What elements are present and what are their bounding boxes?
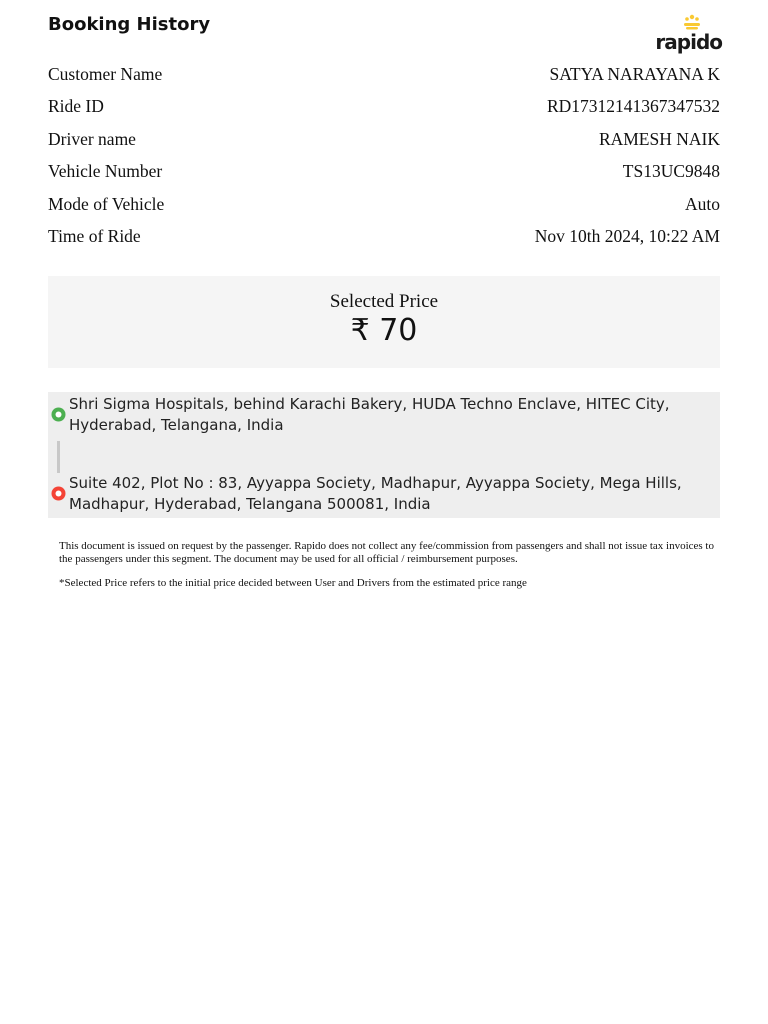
pickup-stop [48, 394, 720, 435]
pickup-address: Shri Sigma Hospitals, behind Karachi Bakery, HUDA Techno Enclave, HITEC City, Hyderabad, Telangana, India [69, 395, 670, 434]
detail-row-vehicle-number [48, 156, 720, 189]
drop-stop [48, 473, 720, 514]
booking-document [48, 0, 720, 602]
detail-value: Nov 10th 2024, 10:22 AM [534, 226, 720, 247]
price-value: ₹ 70 [350, 313, 418, 348]
header [48, 0, 720, 58]
pickup-marker-icon [51, 407, 66, 422]
detail-row-customer-name [48, 58, 720, 91]
detail-value: SATYA NARAYANA K [549, 63, 720, 84]
detail-label: Driver name [48, 128, 136, 149]
detail-row-driver-name [48, 123, 720, 156]
logo-text: rapido [655, 30, 722, 54]
rapido-logo [655, 14, 722, 54]
detail-value: RD17312141367347532 [546, 96, 720, 117]
price-note-text: *Selected Price refers to the initial price decided between User and Drivers from the estimated price range [59, 577, 527, 589]
detail-label: Vehicle Number [48, 161, 163, 182]
rapido-logo-icon [680, 14, 704, 30]
price-box [48, 276, 720, 368]
route-connector [48, 435, 720, 473]
detail-value: Auto [685, 193, 720, 214]
drop-address: Suite 402, Plot No : 83, Ayyappa Society, Madhapur, Ayyappa Society, Mega Hills, Madhapur, Hyderabad, Telangana 500081, India [69, 474, 682, 513]
detail-value: RAMESH NAIK [598, 128, 720, 149]
page-title: Booking History [48, 14, 211, 35]
detail-label: Time of Ride [48, 226, 141, 247]
footnotes [48, 540, 720, 590]
price-label: Selected Price [329, 291, 439, 312]
drop-marker-icon [51, 486, 66, 501]
detail-label: Customer Name [48, 63, 163, 84]
route-box [48, 392, 720, 518]
detail-row-ride-id [48, 91, 720, 124]
ride-details [48, 58, 720, 253]
detail-row-ride-time [48, 221, 720, 254]
detail-row-vehicle-mode [48, 188, 720, 221]
detail-label: Mode of Vehicle [48, 193, 165, 214]
detail-label: Ride ID [48, 96, 104, 117]
disclaimer-text: This document is issued on request by the passenger. Rapido does not collect any fee/commission from passengers and shall not issue tax invoices to the passengers under this segment. The document may be used for all official / reimbursement purposes. [59, 540, 714, 565]
detail-value: TS13UC9848 [622, 161, 720, 182]
